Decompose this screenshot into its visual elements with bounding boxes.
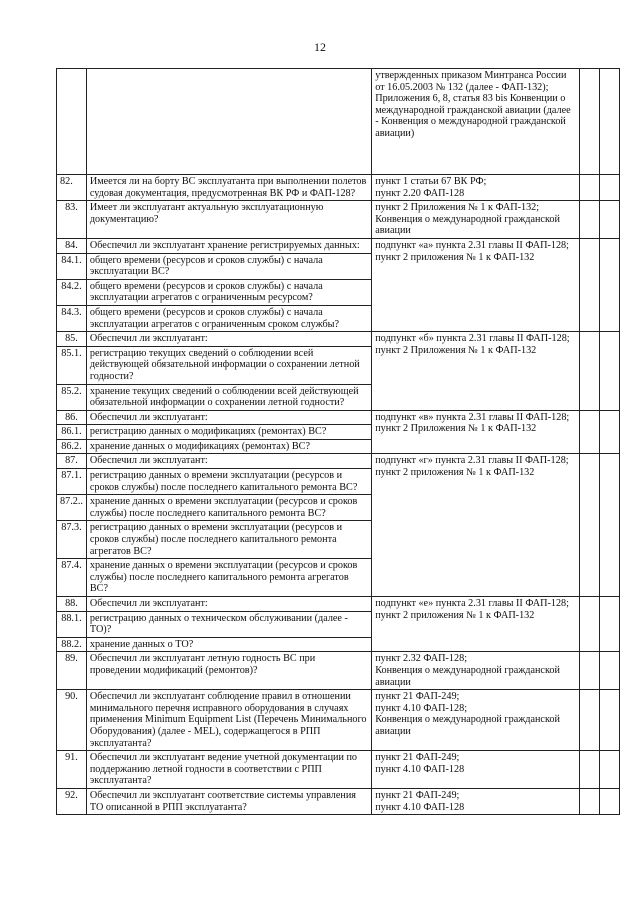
answer-no-cell[interactable] [600, 751, 620, 789]
table-row [57, 410, 620, 425]
row-number: 86.2. [57, 439, 87, 454]
table-row [57, 175, 620, 201]
answer-yes-cell[interactable] [580, 175, 600, 201]
question-text: Обеспечил ли эксплуатант: [86, 597, 371, 612]
question-text: Обеспечил ли эксплуатант: [86, 332, 371, 347]
answer-yes-cell[interactable] [580, 410, 600, 454]
row-number: 86.1. [57, 425, 87, 440]
question-text: регистрацию данных о техническом обслуживании (далее - ТО)? [86, 611, 371, 637]
answer-no-cell[interactable] [600, 175, 620, 201]
question-text: общего времени (ресурсов и сроков службы) с начала эксплуатации агрегатов с ограниченным ресурсом? [86, 279, 371, 305]
answer-no-cell[interactable] [600, 410, 620, 454]
question-text: Обеспечил ли эксплуатант летную годность ВС при проведении модификаций (ремонтов)? [86, 652, 371, 690]
row-number: 85.1. [57, 346, 87, 384]
reference-cell: пункт 21 ФАП-249; пункт 4.10 ФАП-128 [372, 788, 580, 814]
question-text: хранение данных о времени эксплуатации (ресурсов и сроков службы) после последнего капитального ремонта агрегатов ВС? [86, 559, 371, 597]
table-row [57, 690, 620, 751]
answer-yes-cell[interactable] [580, 690, 600, 751]
answer-yes-cell[interactable] [580, 332, 600, 411]
page-number: 12 [314, 40, 326, 54]
answer-no-cell[interactable] [600, 69, 620, 175]
question-text: хранение текущих сведений о соблюдении всей действующей обязательной информации о сохранении летной годности? [86, 384, 371, 410]
reference-cell: подпункт «б» пункта 2.31 главы II ФАП-128; пункт 2 Приложения № 1 к ФАП-132 [372, 332, 580, 411]
answer-yes-cell[interactable] [580, 69, 600, 175]
question-text: Обеспечил ли эксплуатант соответствие системы управления ТО описанной в РПП эксплуатанта? [86, 788, 371, 814]
reference-cell: пункт 2 Приложения № 1 к ФАП-132; Конвенция о международной гражданской авиации [372, 201, 580, 239]
table-row [57, 597, 620, 612]
row-number: 85.2. [57, 384, 87, 410]
answer-yes-cell[interactable] [580, 238, 600, 331]
answer-yes-cell[interactable] [580, 652, 600, 690]
question-text: Обеспечил ли эксплуатант: [86, 410, 371, 425]
answer-yes-cell[interactable] [580, 788, 600, 814]
row-number: 92. [57, 788, 87, 814]
row-number: 84. [57, 238, 87, 253]
answer-yes-cell[interactable] [580, 454, 600, 597]
question-text: регистрацию данных о модификациях (ремонтах) ВС? [86, 425, 371, 440]
row-number: 87.2.. [57, 495, 87, 521]
answer-no-cell[interactable] [600, 454, 620, 597]
row-number: 85. [57, 332, 87, 347]
table-row [57, 238, 620, 253]
answer-no-cell[interactable] [600, 597, 620, 652]
question-text: Обеспечил ли эксплуатант: [86, 454, 371, 469]
row-number: 83. [57, 201, 87, 239]
reference-cell: пункт 2.32 ФАП-128; Конвенция о международной гражданской авиации [372, 652, 580, 690]
table-row [57, 751, 620, 789]
answer-no-cell[interactable] [600, 788, 620, 814]
question-text: Обеспечил ли эксплуатант соблюдение правил в отношении минимального перечня исправного оборудования в случаях применения Minimum Equipment List (Перечень Минимального Оборудования) (далее - MEL), содержащегося в РПП эксплуатанта? [86, 690, 371, 751]
answer-no-cell[interactable] [600, 652, 620, 690]
table-row [57, 201, 620, 239]
question-text: регистрацию текущих сведений о соблюдении всей действующей обязательной информации о сохранении летной годности? [86, 346, 371, 384]
question-text: общего времени (ресурсов и сроков службы) с начала эксплуатации ВС? [86, 253, 371, 279]
row-number: 87.4. [57, 559, 87, 597]
question-text: хранение данных о времени эксплуатации (ресурсов и сроков службы) после последнего капитального ремонта ВС? [86, 495, 371, 521]
row-number: 84.1. [57, 253, 87, 279]
row-number: 91. [57, 751, 87, 789]
row-number: 87.1. [57, 469, 87, 495]
row-number: 90. [57, 690, 87, 751]
answer-no-cell[interactable] [600, 332, 620, 411]
row-number: 88.1. [57, 611, 87, 637]
row-number: 84.3. [57, 305, 87, 331]
reference-cell: пункт 1 статьи 67 ВК РФ; пункт 2.20 ФАП-128 [372, 175, 580, 201]
question-text: Обеспечил ли эксплуатант ведение учетной документации по поддержанию летной годности в соответствии с РПП эксплуатанта? [86, 751, 371, 789]
question-text: регистрацию данных о времени эксплуатации (ресурсов и сроков службы) после последнего капитального ремонта агрегатов ВС? [86, 521, 371, 559]
row-number: 82. [57, 175, 87, 201]
question-text: хранение данных о модификациях (ремонтах) ВС? [86, 439, 371, 454]
row-number: 87. [57, 454, 87, 469]
question-text: Имеет ли эксплуатант актуальную эксплуатационную документацию? [86, 201, 371, 239]
table-row [57, 69, 620, 175]
question-text: хранение данных о ТО? [86, 637, 371, 652]
reference-cell: подпункт «в» пункта 2.31 главы II ФАП-128; пункт 2 Приложения № 1 к ФАП-132 [372, 410, 580, 454]
question-text: общего времени (ресурсов и сроков службы) с начала эксплуатации агрегатов с ограниченным сроком службы? [86, 305, 371, 331]
row-number: 88. [57, 597, 87, 612]
table-row [57, 788, 620, 814]
row-number: 87.3. [57, 521, 87, 559]
reference-cell: пункт 21 ФАП-249; пункт 4.10 ФАП-128 [372, 751, 580, 789]
reference-cell: утвержденных приказом Минтранса России от 16.05.2003 № 132 (далее - ФАП-132); Приложения 6, 8, статья 83 bis Конвенции о международной гражданской авиации (далее - Конвенция о международной гражданской авиации) [372, 69, 580, 175]
reference-cell: подпункт «а» пункта 2.31 главы II ФАП-128; пункт 2 приложения № 1 к ФАП-132 [372, 238, 580, 331]
row-number: 89. [57, 652, 87, 690]
answer-yes-cell[interactable] [580, 597, 600, 652]
reference-cell: подпункт «г» пункта 2.31 главы II ФАП-128; пункт 2 приложения № 1 к ФАП-132 [372, 454, 580, 597]
table-row [57, 454, 620, 469]
answer-no-cell[interactable] [600, 690, 620, 751]
row-number: 84.2. [57, 279, 87, 305]
answer-no-cell[interactable] [600, 238, 620, 331]
question-text: Обеспечил ли эксплуатант хранение регистрируемых данных: [86, 238, 371, 253]
answer-no-cell[interactable] [600, 201, 620, 239]
answer-yes-cell[interactable] [580, 201, 600, 239]
table-row [57, 332, 620, 347]
row-number: 86. [57, 410, 87, 425]
checklist-table [56, 68, 620, 815]
reference-cell: пункт 21 ФАП-249; пункт 4.10 ФАП-128; Конвенция о международной гражданской авиации [372, 690, 580, 751]
table-row [57, 652, 620, 690]
row-number: 88.2. [57, 637, 87, 652]
question-text: регистрацию данных о времени эксплуатации (ресурсов и сроков службы) после последнего капитального ремонта ВС? [86, 469, 371, 495]
question-text: Имеется ли на борту ВС эксплуатанта при выполнении полетов судовая документация, предусмотренная ВК РФ и ФАП-128? [86, 175, 371, 201]
reference-cell: подпункт «е» пункта 2.31 главы II ФАП-128; пункт 2 приложения № 1 к ФАП-132 [372, 597, 580, 652]
answer-yes-cell[interactable] [580, 751, 600, 789]
